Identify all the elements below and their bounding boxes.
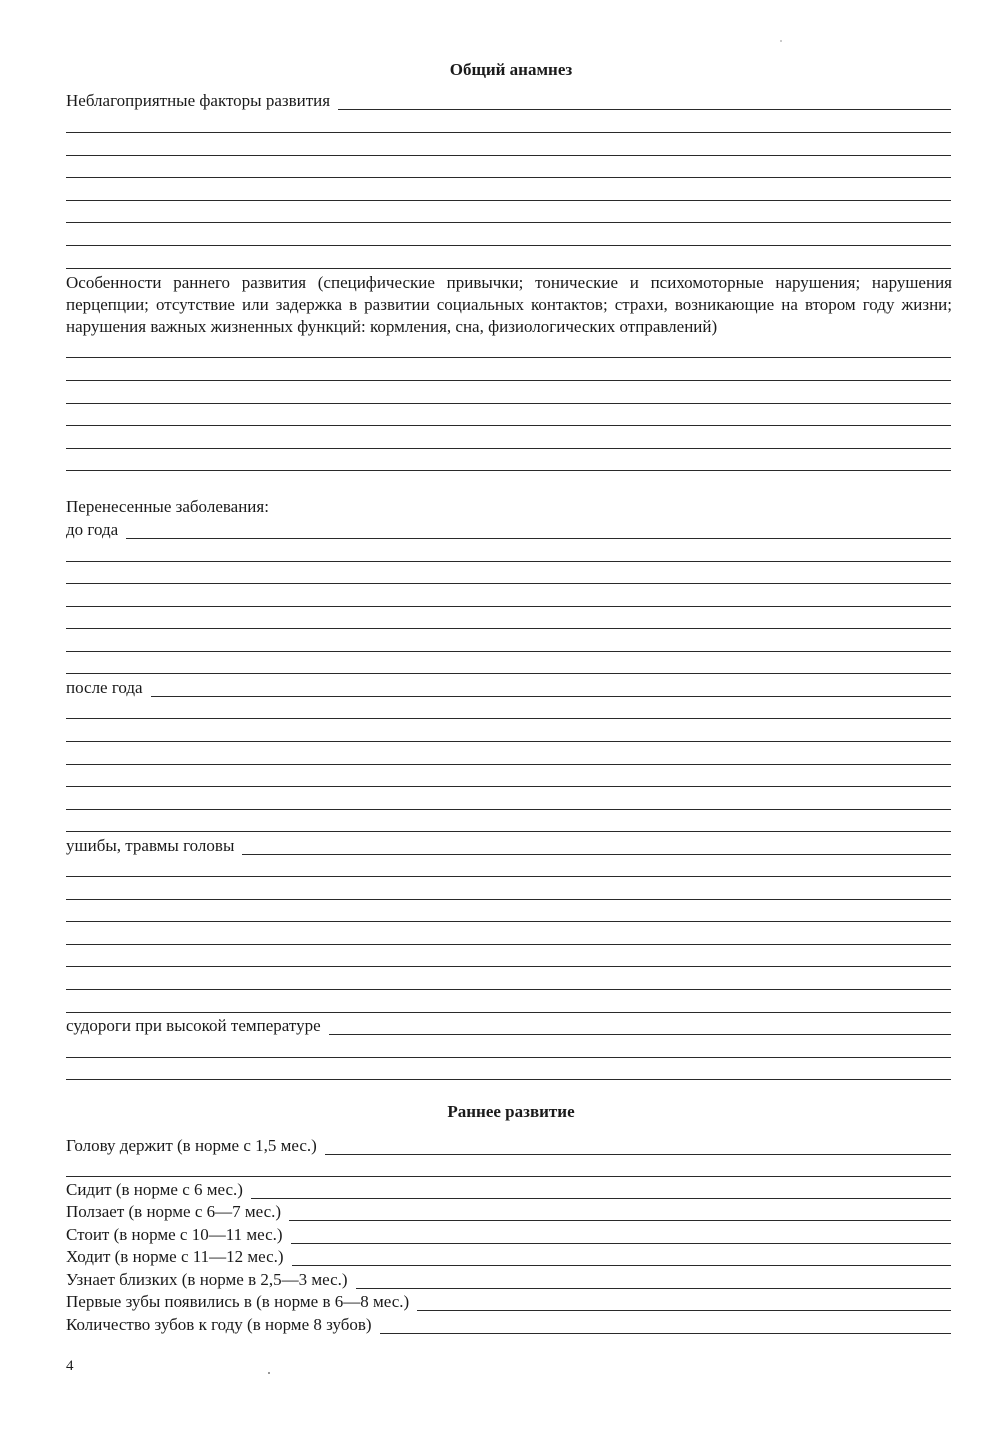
answer-line[interactable] [66, 1176, 951, 1177]
page-number: 4 [66, 1358, 74, 1374]
field-label-before-one-year: до года [66, 520, 126, 540]
answer-line[interactable] [66, 1057, 951, 1058]
answer-line[interactable] [66, 764, 951, 765]
answer-line[interactable] [66, 448, 951, 449]
field-label-stands: Стоит (в норме с 10—11 мес.) [66, 1225, 291, 1245]
answer-line[interactable] [66, 718, 951, 719]
answer-line[interactable] [66, 155, 951, 156]
scan-speck [780, 40, 782, 42]
answer-line[interactable] [66, 1012, 951, 1013]
answer-line[interactable] [66, 403, 951, 404]
field-label-head-injuries: ушибы, травмы головы [66, 836, 242, 856]
answer-line[interactable] [66, 696, 951, 697]
answer-line[interactable] [66, 177, 951, 178]
answer-line[interactable] [66, 200, 951, 201]
answer-line[interactable] [66, 899, 951, 900]
answer-line[interactable] [66, 673, 951, 674]
field-label-crawls: Ползает (в норме с 6—7 мес.) [66, 1202, 289, 1222]
field-label-walks: Ходит (в норме с 11—12 мес.) [66, 1247, 292, 1267]
answer-line[interactable] [66, 651, 951, 652]
answer-line[interactable] [66, 1079, 951, 1080]
field-label-sits: Сидит (в норме с 6 мес.) [66, 1180, 251, 1200]
answer-line[interactable] [66, 357, 951, 358]
answer-line[interactable] [66, 132, 951, 133]
answer-line[interactable] [66, 425, 951, 426]
answer-line[interactable] [66, 876, 951, 877]
field-label-febrile-seizures: судороги при высокой температуре [66, 1016, 329, 1036]
section-title-general-anamnesis: Общий анамнез [449, 60, 573, 79]
answer-line[interactable] [66, 538, 951, 539]
answer-line[interactable] [66, 809, 951, 810]
answer-line[interactable] [66, 606, 951, 607]
answer-line[interactable] [66, 583, 951, 584]
answer-line[interactable] [66, 921, 951, 922]
field-label-first-teeth: Первые зубы появились в (в норме в 6—8 мес.) [66, 1292, 417, 1312]
field-label-past-illnesses: Перенесенные заболевания: [66, 497, 277, 517]
answer-line[interactable] [66, 966, 951, 967]
answer-line[interactable] [66, 470, 951, 471]
section-title-early-development: Раннее развитие [447, 1102, 575, 1121]
field-label-early-development-features: Особенности раннего развития (специфические привычки; тонические и психомоторные нарушения; нарушения перцепции; отсутствие или задержка в развитии социальных контактов; страхи, возникающие на втором году жизни; нарушения важных жизненных функций: кормления, сна, физиологических отправлений) [66, 273, 952, 336]
answer-line[interactable] [66, 561, 951, 562]
answer-line[interactable] [66, 380, 951, 381]
answer-line[interactable] [66, 628, 951, 629]
field-label-after-one-year: после года [66, 678, 151, 698]
answer-line[interactable] [66, 222, 951, 223]
field-label-adverse-factors: Неблагоприятные факторы развития [66, 91, 338, 111]
answer-line[interactable] [66, 944, 951, 945]
field-label-holds-head: Голову держит (в норме с 1,5 мес.) [66, 1136, 325, 1156]
answer-line[interactable] [66, 268, 951, 269]
answer-line[interactable] [66, 786, 951, 787]
answer-line[interactable] [66, 831, 951, 832]
scan-speck [268, 1372, 270, 1374]
field-label-teeth-count: Количество зубов к году (в норме 8 зубов) [66, 1315, 380, 1335]
answer-line[interactable] [66, 245, 951, 246]
field-label-recognizes-relatives: Узнает близких (в норме в 2,5—3 мес.) [66, 1270, 356, 1290]
answer-line[interactable] [66, 989, 951, 990]
answer-line[interactable] [66, 741, 951, 742]
